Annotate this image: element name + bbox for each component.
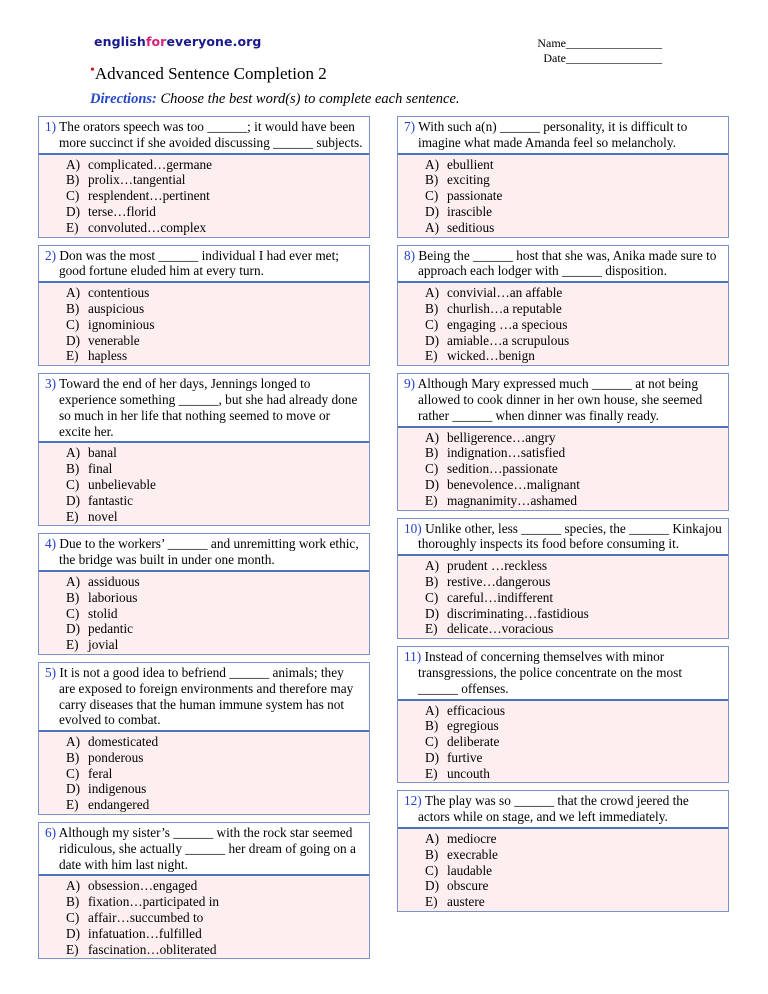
question-text: With such a(n) ______ personality, it is difficult to imagine what made Amanda feel so melancholy. [418, 119, 688, 150]
option-text: sedition…passionate [447, 461, 558, 477]
answer-option [66, 606, 369, 622]
option-letter: B) [66, 749, 80, 765]
question-card [38, 245, 370, 367]
option-text: seditious [447, 219, 495, 235]
option-letter: B) [425, 573, 439, 589]
option-text: convivial…an affable [447, 285, 563, 301]
option-text: obscure [447, 878, 489, 894]
answer-option [425, 493, 728, 509]
answer-option [66, 301, 369, 317]
option-text: ponderous [88, 749, 144, 765]
option-text: prudent …reckless [447, 558, 548, 574]
answer-option [425, 766, 728, 782]
option-letter: A) [425, 219, 440, 235]
answer-option [66, 781, 369, 797]
option-text: venerable [88, 332, 140, 348]
question-number: 3) [45, 376, 57, 392]
answer-option [425, 734, 728, 750]
question-card [38, 822, 370, 959]
option-text: mediocre [447, 831, 497, 847]
question-number: 10) [404, 520, 422, 536]
question-prompt [398, 519, 728, 557]
option-text: resplendent…pertinent [88, 188, 210, 204]
option-text: wicked…benign [447, 348, 535, 364]
option-text: laborious [88, 589, 138, 605]
answer-option [425, 831, 728, 847]
option-letter: A) [425, 702, 440, 718]
answer-option [66, 157, 369, 173]
question-card [38, 662, 370, 815]
option-letter: E) [66, 797, 79, 813]
directions-text: Choose the best word(s) to complete each sentence. [160, 91, 460, 107]
option-letter: C) [66, 910, 80, 926]
answer-option [425, 621, 728, 637]
option-text: belligerence…angry [447, 429, 556, 445]
name-date-block [522, 36, 662, 66]
option-letter: E) [66, 219, 79, 235]
answer-option [66, 797, 369, 813]
option-letter: B) [425, 718, 439, 734]
answer-option [66, 910, 369, 926]
question-prompt [398, 246, 728, 284]
question-prompt [39, 374, 369, 443]
option-text: prolix…tangential [88, 172, 186, 188]
question-text: Although Mary expressed much ______ at not being allowed to cook dinner in her own house, she seemed rather ______ when dinner was finally ready. [417, 376, 703, 423]
option-text: egregious [447, 718, 499, 734]
site-logo-part: everyone.org [166, 34, 262, 49]
question-text: Don was the most ______ individual I had ever met; good fortune eluded him at every turn. [59, 247, 339, 279]
option-letter: A) [425, 285, 440, 301]
question-number: 1) [45, 119, 57, 134]
answer-option [66, 317, 369, 333]
option-letter: E) [425, 492, 438, 508]
answer-options [398, 428, 728, 510]
option-text: stolid [88, 605, 118, 621]
option-text: affair…succumbed to [88, 910, 204, 926]
option-text: exciting [447, 172, 490, 188]
question-text: Toward the end of her days, Jennings longed to experience something ______, but she had already done so much in her life that nothing seemed to move or excite her. [59, 376, 358, 439]
answer-options [398, 155, 728, 237]
question-number: 8) [404, 247, 416, 263]
option-text: uncouth [447, 765, 490, 781]
question-text: Unlike other, less ______ species, the ______ Kinkajou thoroughly inspects its food before consuming it. [418, 520, 722, 552]
answer-option [425, 847, 728, 863]
answer-option [425, 445, 728, 461]
answer-option [66, 477, 369, 493]
option-text: auspicious [88, 300, 145, 316]
option-text: engaging …a specious [447, 316, 568, 332]
question-card [397, 116, 729, 238]
option-letter: E) [425, 894, 438, 910]
option-letter: D) [66, 492, 81, 508]
option-letter: D) [66, 332, 81, 348]
option-text: terse…florid [88, 203, 156, 219]
directions [90, 91, 460, 108]
answer-option [66, 621, 369, 637]
answer-option [425, 461, 728, 477]
option-text: ignominious [88, 316, 155, 332]
option-letter: A) [425, 429, 440, 445]
option-letter: A) [425, 831, 440, 847]
question-number: 4) [45, 536, 57, 552]
option-letter: D) [425, 332, 440, 348]
answer-options [39, 155, 369, 237]
bullet-icon: • [90, 63, 95, 78]
answer-option [425, 703, 728, 719]
question-number: 7) [404, 119, 416, 134]
option-letter: A) [66, 878, 81, 894]
option-letter: D) [425, 203, 440, 219]
option-text: delicate…voracious [447, 621, 554, 637]
answer-option [425, 606, 728, 622]
option-letter: C) [66, 188, 80, 204]
option-text: indignation…satisfied [447, 445, 566, 461]
option-text: endangered [88, 797, 150, 813]
question-text: It is not a good idea to befriend ______ animals; they are exposed to foreign environments and therefore may carry diseases that the human immune system has not evolved to combat. [59, 664, 354, 728]
answer-option [66, 188, 369, 204]
question-card [397, 518, 729, 640]
answer-option [66, 750, 369, 766]
answer-option [66, 285, 369, 301]
option-text: assiduous [88, 573, 140, 589]
left-column [38, 116, 370, 966]
question-card [397, 790, 729, 912]
question-text: Due to the workers’ ______ and unremitting work ethic, the bridge was built in under one month. [59, 536, 359, 568]
answer-option [425, 590, 728, 606]
option-letter: C) [425, 589, 439, 605]
question-number: 12) [404, 793, 422, 809]
worksheet-title [90, 64, 327, 84]
option-letter: D) [66, 621, 81, 637]
option-letter: E) [425, 348, 438, 364]
answer-option [425, 301, 728, 317]
question-text: The play was so ______ that the crowd jeered the actors while on stage, and we left immediately. [418, 793, 689, 825]
option-letter: A) [66, 156, 81, 172]
answer-options [398, 701, 728, 783]
name-line: Name________________ [537, 36, 662, 50]
option-letter: C) [425, 862, 439, 878]
option-letter: B) [425, 445, 439, 461]
date-line: Date________________ [543, 51, 662, 65]
answer-options [39, 283, 369, 365]
directions-label: Directions: [90, 91, 157, 107]
question-prompt [398, 791, 728, 829]
option-letter: E) [425, 765, 438, 781]
option-text: passionate [447, 188, 503, 204]
question-number: 11) [404, 649, 422, 665]
question-number: 2) [45, 247, 57, 263]
option-text: domesticated [88, 734, 159, 750]
option-letter: A) [425, 156, 440, 172]
question-text: The orators speech was too ______; it would have been more succinct if she avoided discussing ______ subjects. [59, 119, 363, 150]
answer-option [66, 204, 369, 220]
option-text: careful…indifferent [447, 589, 554, 605]
option-text: jovial [88, 637, 119, 653]
option-text: novel [88, 508, 118, 524]
answer-option [66, 493, 369, 509]
answer-option [66, 878, 369, 894]
answer-option [66, 894, 369, 910]
option-letter: D) [425, 749, 440, 765]
answer-option [66, 445, 369, 461]
option-letter: B) [425, 172, 439, 188]
option-letter: D) [425, 605, 440, 621]
option-letter: A) [66, 573, 81, 589]
option-text: fixation…participated in [88, 894, 220, 910]
question-card [397, 373, 729, 510]
option-text: fascination…obliterated [88, 941, 217, 957]
answer-option [66, 220, 369, 236]
answer-options [398, 556, 728, 638]
option-letter: B) [66, 589, 80, 605]
answer-option [425, 558, 728, 574]
answer-option [66, 942, 369, 958]
site-logo-part: english [94, 34, 146, 49]
option-text: hapless [88, 348, 128, 364]
answer-option [425, 285, 728, 301]
question-prompt [39, 823, 369, 876]
question-text: Being the ______ host that she was, Anika made sure to approach each lodger with ______ disposition. [418, 247, 717, 279]
option-text: contentious [88, 285, 150, 301]
answer-option [66, 461, 369, 477]
answer-option [425, 317, 728, 333]
answer-option [425, 574, 728, 590]
question-card [397, 646, 729, 783]
option-text: furtive [447, 749, 483, 765]
option-text: efficacious [447, 702, 506, 718]
question-prompt [398, 117, 728, 155]
answer-option [66, 734, 369, 750]
answer-option [425, 220, 728, 236]
answer-option [425, 718, 728, 734]
option-text: final [88, 461, 113, 477]
option-text: amiable…a scrupulous [447, 332, 570, 348]
answer-option [66, 926, 369, 942]
option-letter: D) [66, 203, 81, 219]
option-letter: C) [425, 461, 439, 477]
question-number: 9) [404, 376, 416, 392]
answer-option [425, 430, 728, 446]
option-text: unbelievable [88, 476, 156, 492]
option-text: ebullient [447, 156, 494, 172]
answer-option [66, 333, 369, 349]
option-text: indigenous [88, 781, 147, 797]
option-letter: B) [66, 172, 80, 188]
title-text: Advanced Sentence Completion 2 [94, 64, 327, 83]
right-column [397, 116, 729, 919]
question-prompt [39, 663, 369, 732]
option-letter: B) [425, 846, 439, 862]
answer-option [425, 348, 728, 364]
option-letter: C) [66, 476, 80, 492]
option-letter: B) [425, 300, 439, 316]
question-text: Although my sister’s ______ with the rock star seemed ridiculous, she actually ______ her dream of going on a date with him last night. [58, 825, 356, 872]
option-text: discriminating…fastidious [447, 605, 589, 621]
option-letter: E) [66, 508, 79, 524]
option-letter: E) [66, 941, 79, 957]
option-letter: D) [66, 925, 81, 941]
answer-option [66, 574, 369, 590]
option-letter: C) [425, 188, 439, 204]
question-text: Instead of concerning themselves with minor transgressions, the police concentrate on the most ______ offenses. [418, 649, 683, 696]
question-prompt [398, 647, 728, 700]
option-text: laudable [447, 862, 493, 878]
option-letter: E) [425, 621, 438, 637]
answer-option [425, 188, 728, 204]
option-letter: A) [425, 558, 440, 574]
question-card [38, 116, 370, 238]
question-prompt [39, 246, 369, 284]
option-text: irascible [447, 203, 493, 219]
option-text: churlish…a reputable [447, 300, 562, 316]
answer-options [39, 572, 369, 654]
option-letter: C) [66, 765, 80, 781]
answer-option [66, 766, 369, 782]
answer-options [398, 283, 728, 365]
option-text: infatuation…fulfilled [88, 925, 202, 941]
answer-option [66, 590, 369, 606]
option-text: execrable [447, 846, 498, 862]
option-letter: B) [66, 461, 80, 477]
answer-option [66, 509, 369, 525]
site-logo [94, 34, 261, 49]
question-card [38, 533, 370, 655]
option-letter: B) [66, 300, 80, 316]
answer-option [425, 172, 728, 188]
option-text: feral [88, 765, 113, 781]
option-text: banal [88, 445, 117, 461]
answer-option [66, 637, 369, 653]
option-letter: C) [66, 605, 80, 621]
option-letter: A) [66, 285, 81, 301]
question-card [38, 373, 370, 526]
answer-option [66, 172, 369, 188]
option-letter: D) [425, 476, 440, 492]
answer-options [39, 443, 369, 525]
option-letter: C) [66, 316, 80, 332]
question-number: 5) [45, 664, 57, 680]
answer-option [425, 750, 728, 766]
answer-option [425, 878, 728, 894]
option-text: benevolence…malignant [447, 476, 580, 492]
option-text: fantastic [88, 492, 134, 508]
option-letter: B) [66, 894, 80, 910]
answer-option [425, 204, 728, 220]
answer-options [39, 732, 369, 814]
option-text: restive…dangerous [447, 573, 551, 589]
option-letter: E) [66, 348, 79, 364]
option-letter: E) [66, 637, 79, 653]
answer-option [425, 863, 728, 879]
option-text: convoluted…complex [88, 219, 207, 235]
answer-option [425, 894, 728, 910]
option-letter: C) [425, 734, 439, 750]
site-logo-part: for [145, 34, 167, 49]
answer-option [66, 348, 369, 364]
question-prompt [39, 117, 369, 155]
option-text: complicated…germane [88, 156, 213, 172]
answer-options [39, 876, 369, 958]
option-text: austere [447, 894, 485, 910]
question-prompt [39, 534, 369, 572]
answer-options [398, 829, 728, 911]
option-letter: C) [425, 316, 439, 332]
option-text: obsession…engaged [88, 878, 198, 894]
answer-option [425, 333, 728, 349]
question-prompt [398, 374, 728, 427]
option-text: magnanimity…ashamed [447, 492, 577, 508]
answer-option [425, 157, 728, 173]
option-text: pedantic [88, 621, 134, 637]
question-card [397, 245, 729, 367]
option-text: deliberate [447, 734, 500, 750]
option-letter: A) [66, 734, 81, 750]
question-number: 6) [45, 825, 57, 841]
option-letter: D) [425, 878, 440, 894]
option-letter: D) [66, 781, 81, 797]
option-letter: A) [66, 445, 81, 461]
answer-option [425, 477, 728, 493]
